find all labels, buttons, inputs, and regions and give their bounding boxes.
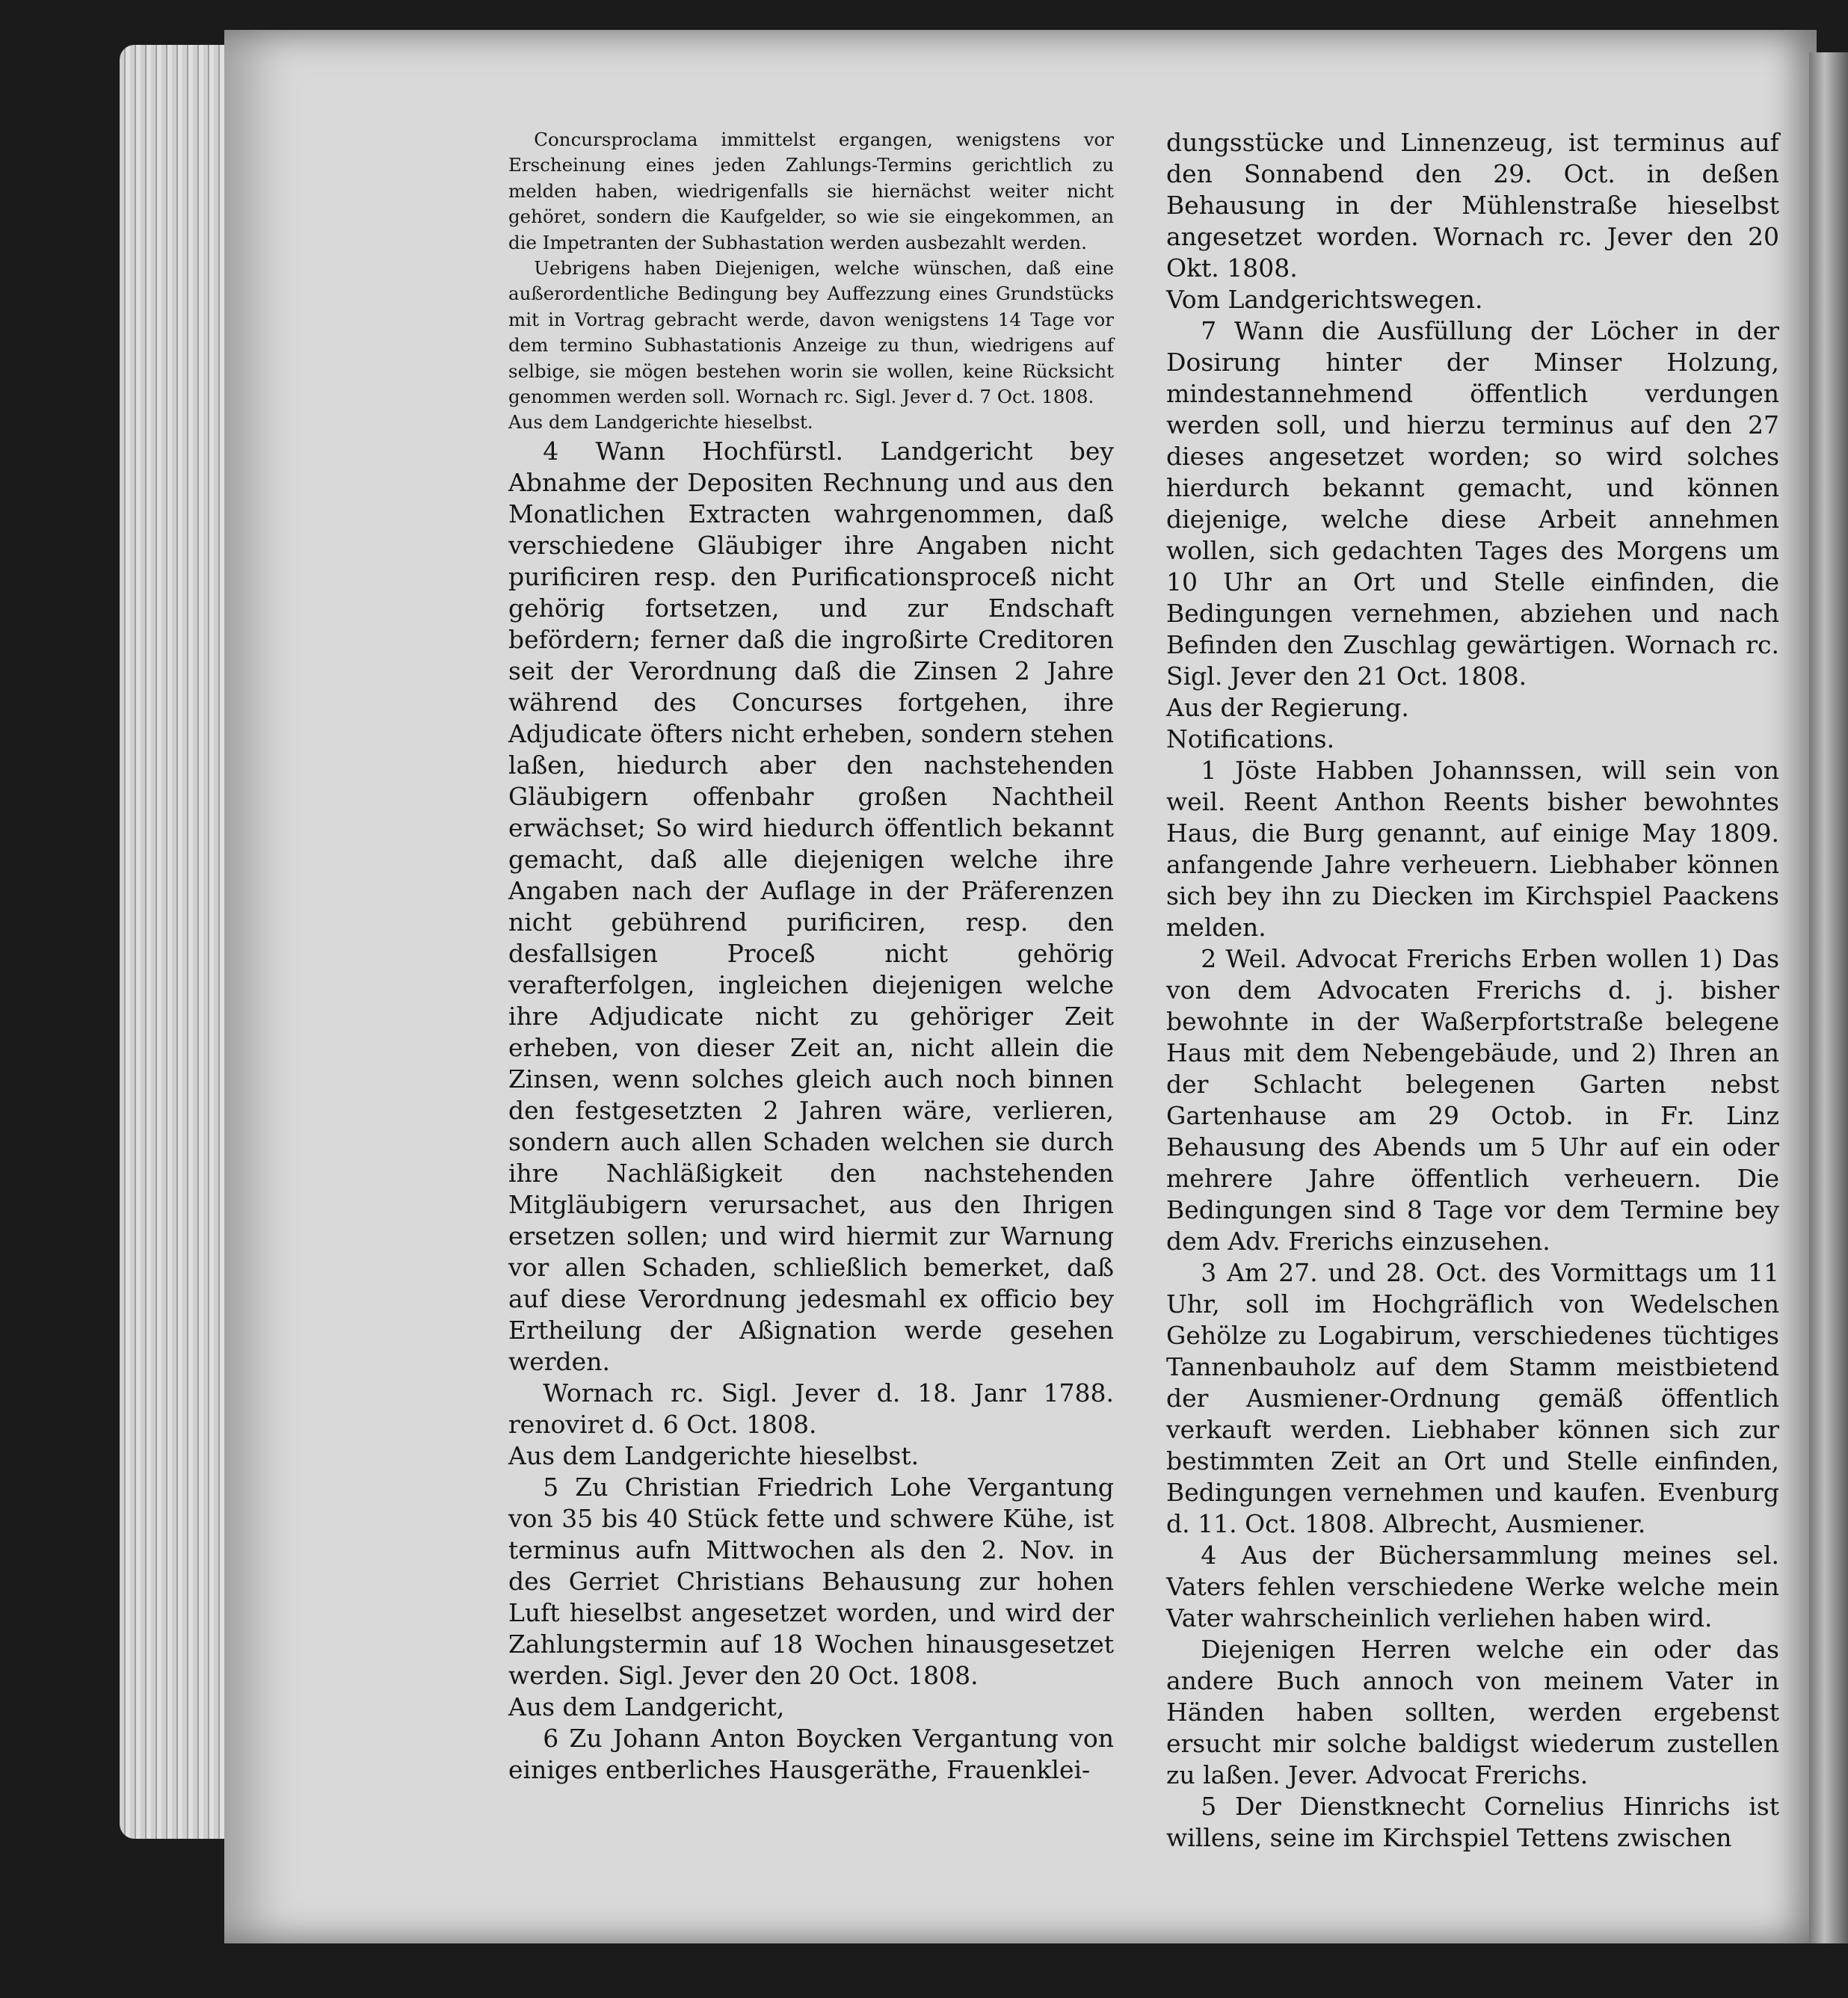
right-heading-regierung: Aus der Regierung. xyxy=(1166,693,1409,722)
left-notice-6: 6 Zu Johann Anton Boycken Vergantung von einiges entberliches Hausgeräthe, Frauenklei- xyxy=(508,1723,1114,1784)
right-notification-2: 2 Weil. Advocat Frerichs Erben wollen 1) Das von dem Advocaten Frerichs d. j. bisher bewohnte in der Waßerpfortstraße belegene Haus mit dem Nebengebäude, und 2) Ihren an der Schlacht belegenen Garten nebst Gartenhause am 29 Octob. in Fr. Linz Behausung des Abends um 5 Uhr auf ein oder mehrere Jahre öffentlich verheuern. Die Bedingungen sind 8 Tage vor dem Termine bey dem Adv. Frerichs einzusehen. xyxy=(1166,944,1779,1256)
right-notification-4: 4 Aus der Büchersammlung meines sel. Vaters fehlen verschiedene Werke welche mein Vater wahrscheinlich verliehen haben wird. xyxy=(1166,1541,1779,1632)
left-column xyxy=(508,127,1114,1784)
left-notice-4-sign: Wornach rc. Sigl. Jever d. 18. Janr 1788. renoviret d. 6 Oct. 1808. xyxy=(508,1378,1114,1439)
right-notification-4-cont: Diejenigen Herren welche ein oder das andere Buch annoch von meinem Vater in Händen haben sollten, werden ergebenst ersucht mir solche baldigst wiederum zustellen zu laßen. Jever. Advocat Frerichs. xyxy=(1166,1635,1779,1789)
left-heading-landgericht-2: Aus dem Landgerichte hieselbst. xyxy=(508,1440,920,1470)
left-heading-landgericht-3: Aus dem Landgericht, xyxy=(508,1692,785,1721)
right-notification-5: 5 Der Dienstknecht Cornelius Hinrichs ist willens, seine im Kirchspiel Tettens zwischen xyxy=(1166,1792,1779,1852)
left-notice-4: 4 Wann Hochfürstl. Landgericht bey Abnahme der Depositen Rechnung und aus den Monatlichen Extracten wahrgenommen, daß verschiedene Gläubiger ihre Angaben nicht purificiren resp. den Purificationsproceß nicht gehörig fortsetzen, und zur Endschaft befördern; ferner daß die ingroßirte Creditoren seit der Verordnung daß die Zinsen 2 Jahre während des Concurses fortgehen, ihre Adjudicate öfters nicht erheben, sondern stehen laßen, hiedurch aber den nachstehenden Gläubigern offenbahr großen Nachtheil erwächset; So wird hiedurch öffentlich bekannt gemacht, daß alle diejenigen welche ihre Angaben nach der Auflage in der Präferenzen nicht gebührend purificiren, resp. den desfallsigen Proceß nicht gehörig verafterfolgen, ingleichen diejenigen welche ihre Adjudicate nicht zu gehöriger Zeit erheben, von dieser Zeit an, nicht allein die Zinsen, wenn solches gleich auch noch binnen den festgesetzten 2 Jahren wäre, verlieren, sondern auch allen Schaden welchen sie durch ihre Nachläßigkeit den nachstehenden Mitgläubigern verursachet, aus den Ihrigen ersetzen sollen; und wird hiermit zur Warnung vor allen Schaden, schließlich bemerket, daß auf diese Verordnung jedesmahl ex officio bey Ertheilung der Aßignation werde gesehen werden. xyxy=(508,436,1114,1376)
right-notice-6-cont: dungsstücke und Linnenzeug, ist terminus auf den Sonnabend den 29. Oct. in deßen Behausung in der Mühlenstraße hieselbst angesetzet worden. Wornach rc. Jever den 20 Okt. 1808. xyxy=(1166,128,1779,283)
right-notice-7: 7 Wann die Ausfüllung der Löcher in der Dosirung hinter der Minser Holzung, mindestannehmend öffentlich verdungen werden soll, und hierzu terminus auf den 27 dieses angesetzet worden; so wird solches hierdurch bekannt gemacht, und können diejenige, welche diese Arbeit annehmen wollen, sich gedachten Tages des Morgens um 10 Uhr an Ort und Stelle einfinden, die Bedingungen vernehmen, abziehen und nach Befinden den Zuschlag gewärtigen. Wornach rc. Sigl. Jever den 21 Oct. 1808. xyxy=(1166,316,1779,691)
right-sign-landgericht: Vom Landgerichtswegen. xyxy=(1166,285,1483,314)
left-heading-landgericht: Aus dem Landgerichte hieselbst. xyxy=(508,411,813,434)
right-column xyxy=(1166,127,1779,1852)
right-heading-notifications: Notifications. xyxy=(1166,724,1335,753)
next-page-edge xyxy=(1809,52,1848,1943)
left-block-1: Concursproclama immittelst ergangen, wenigstens vor Erscheinung eines jeden Zahlungs-Termins gerichtlich zu melden haben, wiedrigenfalls sie hiernächst weiter nicht gehöret, sondern die Kaufgelder, so wie sie eingekommen, an die Impetranten der Subhastation werden ausbezahlt werden. xyxy=(508,129,1114,253)
left-notice-5: 5 Zu Christian Friedrich Lohe Vergantung von 35 bis 40 Stück fette und schwere Kühe, ist terminus aufn Mittwochen als den 2. Nov. in des Gerriet Christians Behausung zur hohen Luft hieselbst angesetzet worden, und wird der Zahlungstermin auf 18 Wochen hinausgesetzet werden. Sigl. Jever den 20 Oct. 1808. xyxy=(508,1472,1114,1690)
right-notification-3: 3 Am 27. und 28. Oct. des Vormittags um 11 Uhr, soll im Hochgräflich von Wedelschen Gehölze zu Logabirum, verschiedenes tüchtiges Tannenbauholz auf dem Stamm meistbietend der Ausmiener-Ordnung gemäß öffentlich verkauft werden. Liebhaber können sich zur bestimmten Zeit an Ort und Stelle einfinden, Bedingungen vernehmen und kaufen. Evenburg d. 11. Oct. 1808. Albrecht, Ausmiener. xyxy=(1166,1258,1779,1538)
right-notification-1: 1 Jöste Habben Johannssen, will sein von weil. Reent Anthon Reents bisher bewohntes Haus, die Burg genannt, auf einige May 1809. anfangende Jahre verheuern. Liebhaber können sich bey ihn zu Diecken im Kirchspiel Paackens melden. xyxy=(1166,756,1779,942)
left-block-2: Uebrigens haben Diejenigen, welche wünschen, daß eine außerordentliche Bedingung bey Auffezzung eines Grundstücks mit in Vortrag gebracht werde, davon wenigstens 14 Tage vor dem termino Subhastationis Anzeige zu thun, wiedrigens auf selbige, sie mögen bestehen worin sie wollen, keine Rücksicht genommen werden soll. Wornach rc. Sigl. Jever d. 7 Oct. 1808. xyxy=(508,257,1114,408)
